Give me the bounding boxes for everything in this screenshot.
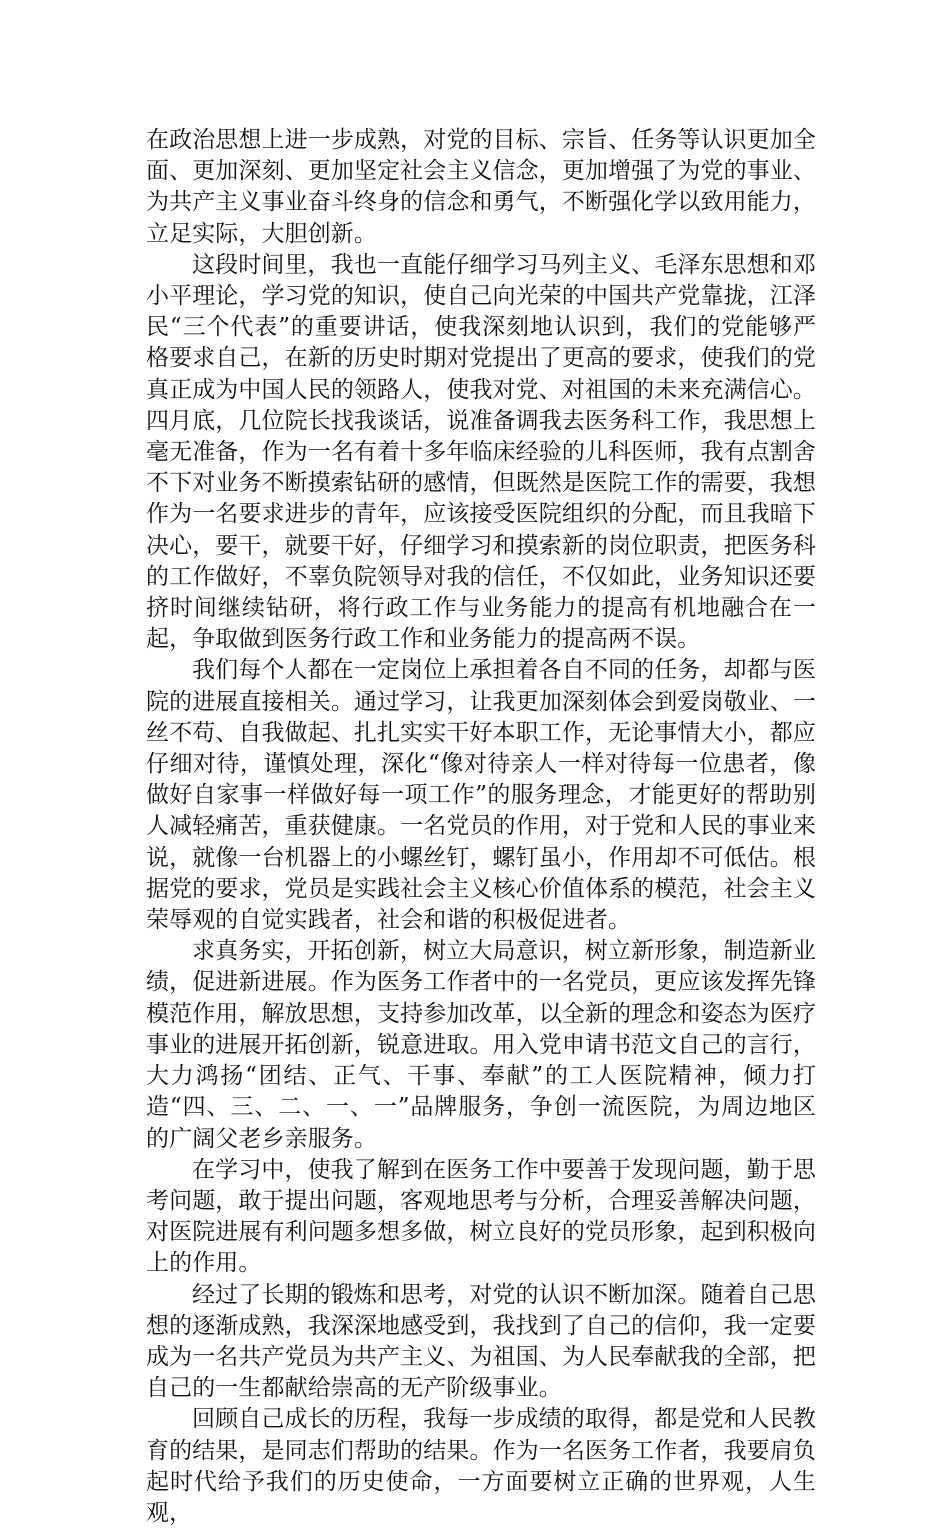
paragraph-5: 在学习中，使我了解到在医务工作中要善于发现问题，勤于思考问题，敢于提出问题，客观地思考与分析，合理妥善解决问题，对医院进展有利问题多想多做，树立良好的党员形象，起到积极向上的作用。 xyxy=(146,1156,816,1277)
document-body xyxy=(146,125,816,1529)
paragraph-7: 回顾自己成长的历程，我每一步成绩的取得，都是党和人民教育的结果，是同志们帮助的结果。作为一名医务工作者，我要肩负起时代给予我们的历史使命，一方面要树立正确的世界观，人生观， xyxy=(146,1406,816,1526)
paragraph-1: 在政治思想上进一步成熟，对党的目标、宗旨、任务等认识更加全面、更加深刻、更加坚定社会主义信念，更加增强了为党的事业、为共产主义事业奋斗终身的信念和勇气，不断强化学以致用能力，立足实际，大胆创新。 xyxy=(146,127,816,247)
paragraph-3: 我们每个人都在一定岗位上承担着各自不同的任务，却都与医院的进展直接相关。通过学习，让我更加深刻体会到爱岗敬业、一丝不苟、自我做起、扎扎实实干好本职工作，无论事情大小，都应仔细对待，谨慎处理，深化“像对待亲人一样对待每一位患者，像做好自家事一样做好每一项工作”的服务理念，才能更好的帮助别人减轻痛苦，重获健康。一名党员的作用，对于党和人民的事业来说，就像一台机器上的小螺丝钉，螺钉虽小，作用却不可低估。根据党的要求，党员是实践社会主义核心价值体系的模范，社会主义荣辱观的自觉实践者，社会和谐的积极促进者。 xyxy=(146,657,816,934)
paragraph-4: 求真务实，开拓创新，树立大局意识，树立新形象，制造新业绩，促进新进展。作为医务工作者中的一名党员，更应该发挥先锋模范作用，解放思想，支持参加改革，以全新的理念和姿态为医疗事业的进展开拓创新，锐意进取。用入党申请书范文自己的言行，大力鸿扬“团结、正气、干事、奉献”的工人医院精神，倾力打造“四、三、二、一、一”品牌服务，争创一流医院，为周边地区的广阔父老乡亲服务。 xyxy=(146,938,816,1152)
paragraph-2: 这段时间里，我也一直能仔细学习马列主义、毛泽东思想和邓小平理论，学习党的知识，使自己向光荣的中国共产党靠拢，江泽民“三个代表”的重要讲话，使我深刻地认识到，我们的党能够严格要求自己，在新的历史时期对党提出了更高的要求，使我们的党真正成为中国人民的领路人，使我对党、对祖国的未来充满信心。四月底，几位院长找我谈话，说准备调我去医务科工作，我思想上毫无准备，作为一名有着十多年临床经验的儿科医师，我有点割舍不下对业务不断摸索钻研的感情，但既然是医院工作的需要，我想作为一名要求进步的青年，应该接受医院组织的分配，而且我暗下决心，要干，就要干好，仔细学习和摸索新的岗位职责，把医务科的工作做好，不辜负院领导对我的信任，不仅如此，业务知识还要挤时间继续钻研，将行政工作与业务能力的提高有机地融合在一起，争取做到医务行政工作和业务能力的提高两不误。 xyxy=(146,251,816,653)
paragraph-6: 经过了长期的锻炼和思考，对党的认识不断加深。随着自己思想的逐渐成熟，我深深地感受到，我找到了自己的信仰，我一定要成为一名共产党员为共产主义、为祖国、为人民奉献我的全部，把自己的一生都献给崇高的无产阶级事业。 xyxy=(146,1281,816,1402)
